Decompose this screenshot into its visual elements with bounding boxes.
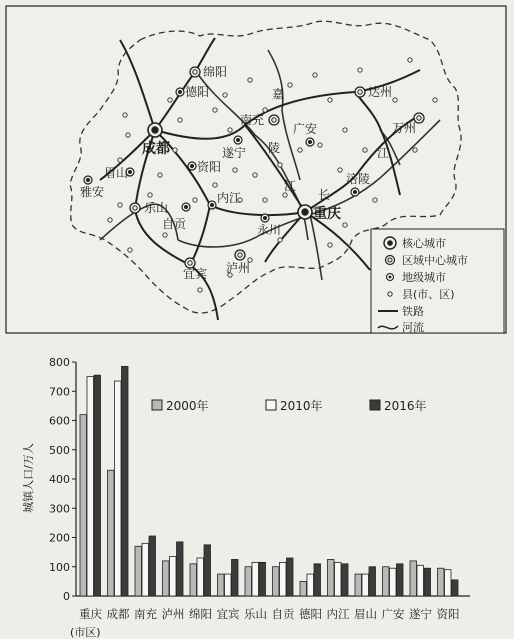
suining-marker	[234, 136, 242, 144]
bar-内江-2000年	[328, 559, 335, 596]
map-legend	[371, 229, 504, 334]
bar-重庆-2016年	[94, 375, 101, 596]
category-sublabel: (市区)	[70, 626, 101, 639]
y-tick-label: 100	[49, 560, 70, 574]
luzhou-marker	[235, 250, 245, 260]
category-label: 重庆	[79, 607, 102, 621]
bar-泸州-2016年	[177, 542, 184, 596]
river-label-chang: 长	[318, 188, 331, 202]
legend-core-icon	[384, 237, 396, 249]
category-label: 宜宾	[216, 607, 240, 621]
bar-资阳-2000年	[438, 568, 445, 596]
city-label-mianyang: 绵阳	[203, 65, 228, 79]
bar-遂宁-2010年	[417, 565, 424, 596]
bar-德阳-2016年	[314, 564, 321, 596]
city-label-zigong: 自贡	[162, 217, 187, 231]
y-tick-label: 0	[63, 590, 70, 603]
bar-绵阳-2000年	[190, 564, 197, 596]
dazhou-marker	[355, 87, 365, 97]
legend-label-2010年: 2010年	[280, 399, 323, 413]
y-ticks	[49, 356, 76, 603]
bar-成都-2000年	[108, 470, 115, 596]
river-label-jiang1: 江	[284, 179, 297, 193]
category-label: 内江	[326, 607, 350, 621]
legend-label-regional: 区域中心城市	[402, 254, 468, 267]
bar-重庆-2010年	[87, 377, 94, 596]
city-label-yongchuan: 永川	[257, 223, 282, 237]
leshan-marker	[130, 203, 140, 213]
y-tick-label: 600	[49, 414, 70, 428]
bar-南充-2016年	[149, 536, 156, 596]
category-label: 眉山	[354, 607, 377, 621]
legend-swatch-2000年	[152, 400, 162, 410]
bar-绵阳-2010年	[197, 558, 204, 596]
category-label: 自贡	[271, 607, 295, 621]
bar-自贡-2016年	[287, 558, 294, 596]
bar-眉山-2016年	[369, 567, 376, 596]
y-tick-label: 400	[49, 473, 70, 486]
bar-资阳-2010年	[445, 570, 452, 596]
river-label-jiang2: 江	[377, 146, 390, 160]
bar-广安-2016年	[397, 564, 404, 596]
city-label-deyang: 德阳	[185, 85, 210, 99]
legend-swatch-2016年	[370, 400, 380, 410]
legend-prefecture-icon	[387, 274, 394, 281]
bar-内江-2010年	[335, 562, 342, 596]
category-labels	[79, 607, 460, 621]
y-tick-label: 500	[49, 443, 70, 457]
city-label-nanchong: 南充	[240, 113, 265, 127]
bar-德阳-2000年	[300, 581, 307, 596]
population-bar-chart	[0, 340, 514, 639]
guangan-marker	[306, 138, 314, 146]
bar-眉山-2000年	[355, 574, 362, 596]
y-tick-label: 700	[49, 385, 70, 399]
legend-label-2016年: 2016年	[384, 399, 427, 413]
city-label-yaan: 雅安	[80, 185, 105, 199]
legend-label-prefecture: 地级城市	[402, 271, 446, 284]
bar-眉山-2010年	[362, 574, 369, 596]
city-label-dazhou: 达州	[368, 85, 393, 99]
category-label: 乐山	[244, 607, 267, 621]
category-label: 资阳	[436, 607, 460, 621]
mianyang-marker	[190, 67, 200, 77]
city-label-guangan: 广安	[293, 122, 318, 136]
zigong-marker	[182, 203, 190, 211]
legend-county-icon	[388, 292, 392, 296]
legend-label-core: 核心城市	[402, 237, 446, 250]
deyang-marker	[176, 88, 184, 96]
bar-宜宾-2010年	[225, 574, 232, 596]
bar-自贡-2010年	[280, 562, 287, 596]
ziyang-marker	[188, 162, 196, 170]
bar-绵阳-2016年	[204, 545, 211, 596]
bar-自贡-2000年	[273, 567, 280, 596]
city-label-ziyang: 资阳	[197, 160, 222, 174]
legend-swatch-2010年	[266, 400, 276, 410]
bar-遂宁-2016年	[424, 568, 431, 596]
bar-乐山-2010年	[252, 562, 259, 596]
bar-宜宾-2000年	[218, 574, 225, 596]
bar-南充-2000年	[135, 546, 142, 596]
city-label-suining: 遂宁	[222, 146, 247, 160]
bar-遂宁-2000年	[410, 561, 417, 596]
y-tick-label: 200	[49, 531, 70, 545]
legend-regional-icon	[386, 256, 395, 265]
bar-乐山-2016年	[259, 562, 266, 596]
chengdu-marker	[148, 123, 162, 137]
city-label-meishan: 眉山	[104, 166, 129, 180]
bar-德阳-2010年	[307, 574, 314, 596]
legend-label-railway: 铁路	[402, 305, 424, 318]
fuling-marker	[351, 188, 359, 196]
nanchong-marker	[269, 115, 279, 125]
city-label-wanzhou: 万州	[392, 121, 417, 135]
chongqing-marker	[298, 205, 312, 219]
city-label-leshan: 乐山	[144, 201, 169, 215]
bar-宜宾-2016年	[232, 559, 239, 596]
category-label: 泸州	[161, 607, 185, 621]
category-label: 遂宁	[409, 607, 432, 621]
legend-label-2000年: 2000年	[166, 399, 209, 413]
legend-label-river: 河流	[402, 321, 424, 334]
category-label: 绵阳	[189, 607, 212, 621]
bar-成都-2016年	[122, 366, 129, 596]
bar-成都-2010年	[115, 381, 122, 596]
bar-内江-2016年	[342, 564, 349, 596]
bar-南充-2010年	[142, 543, 149, 596]
bar-泸州-2000年	[163, 561, 170, 596]
y-tick-label: 800	[49, 356, 70, 369]
bar-资阳-2016年	[452, 580, 459, 596]
bar-重庆-2000年	[80, 415, 87, 596]
y-tick-label: 300	[49, 502, 70, 516]
category-label: 广安	[381, 607, 405, 621]
yaan-marker	[84, 176, 92, 184]
river-label-ling: 陵	[268, 141, 281, 155]
bar-泸州-2010年	[170, 557, 177, 596]
river-label-jia: 嘉	[272, 87, 285, 101]
yongchuan-marker	[261, 214, 269, 222]
category-label: 南充	[134, 607, 157, 621]
city-label-neijiang: 内江	[217, 191, 242, 205]
series-legend	[152, 398, 427, 413]
bar-广安-2010年	[390, 568, 397, 596]
city-label-chongqing: 重庆	[313, 206, 341, 222]
bar-乐山-2000年	[245, 567, 252, 596]
category-label: 德阳	[299, 607, 322, 621]
city-label-yibin: 宜宾	[183, 267, 208, 281]
y-axis-title: 城镇人口/万人	[22, 443, 35, 513]
city-label-luzhou: 泸州	[226, 261, 251, 275]
city-label-fuling: 涪陵	[346, 172, 371, 186]
category-label: 成都	[106, 607, 130, 621]
bar-广安-2000年	[383, 567, 390, 596]
city-label-chengdu: 成都	[142, 141, 170, 157]
neijiang-marker	[208, 201, 216, 209]
legend-label-county: 县(市、区)	[402, 288, 455, 301]
